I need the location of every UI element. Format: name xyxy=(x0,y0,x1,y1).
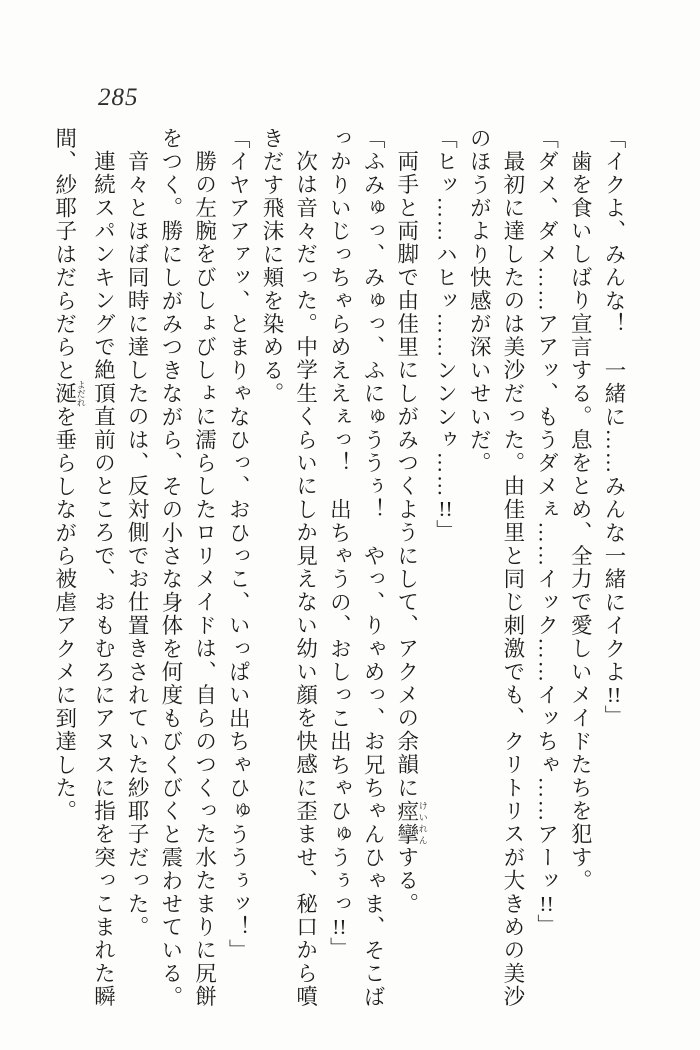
text-column: 「ヒッ……ハヒッ……ンンンゥ……!!」 xyxy=(433,127,458,543)
text-column: 連続スパンキングで絶頂直前のところで、おもむろにアヌスに指を突っこまれた瞬 xyxy=(91,150,116,1009)
page-number: 285 xyxy=(98,84,139,111)
tate-chu-yoko: !! xyxy=(438,498,453,520)
text-columns xyxy=(47,127,630,1015)
text-column: 「イクよ、みんな！ 一緒に……みんな一緒にイクよ!!」 xyxy=(602,127,626,729)
furigana-ruby: 痙攣 けいれん xyxy=(394,799,428,847)
text-column: 勝の左腕をびしょびしょに濡らしたロリメイドは、自らのつくった水たまりに尻餅 xyxy=(192,150,217,1009)
text-column: 歯を食いしばり宣言する。息をとめ、全力で愛しいメイドたちを犯す。 xyxy=(568,150,593,893)
tate-chu-yoko: !! xyxy=(539,892,554,915)
text-column: 音々とほぼ同時に達したのは、反対側でお仕置きされていた紗耶子だった。 xyxy=(125,150,150,939)
text-column: 「イヤアアァッ、とまりゃなひっ、おひっこ、いっぱい出ちゃひゅううぅッ！」 xyxy=(226,127,251,963)
text-column: 「ダメ、ダメ……アアッ、もうダメぇ……イック……イッちゃ……アーッ!!」 xyxy=(534,127,559,938)
tate-chu-yoko: !! xyxy=(332,915,347,938)
text-column: っかりいじっちゃらめええぇっ！ 出ちゃうの、おしっこ出ちゃひゅうぅっ!!」 xyxy=(327,127,352,961)
text-column: 最初に達したのは美沙だった。由佳里と同じ刺激でも、クリトリスが大きめの美沙 xyxy=(500,150,525,1009)
text-column: 間、紗耶子はだらだらと涎 よだれを垂らしながら被虐アクメに到達した。 xyxy=(52,127,86,824)
text-column: のほうがより快感が深いせいだ。 xyxy=(467,127,492,475)
furigana-ruby: 涎 よだれ xyxy=(52,380,86,408)
text-column: 両手と両脚で由佳里にしがみつくようにして、アクメの余韻に痙攣 けいれんする。 xyxy=(394,150,428,916)
text-column: をつく。勝にしがみつきながら、その小さな身体を何度もびくびくと震わせている。 xyxy=(158,127,183,1009)
text-column: 次は音々だった。中学生くらいにしか見えない幼い顔を快感に歪ませ、秘口から噴 xyxy=(293,150,318,1009)
text-column: きだす飛沫に頬を染める。 xyxy=(259,127,284,406)
text-column: 「ふみゅっ、みゅっ、ふにゅううぅ！ やっ、りゃめっ、お兄ちゃんひゃま、そこば xyxy=(361,127,386,1009)
tate-chu-yoko: !! xyxy=(606,683,622,706)
